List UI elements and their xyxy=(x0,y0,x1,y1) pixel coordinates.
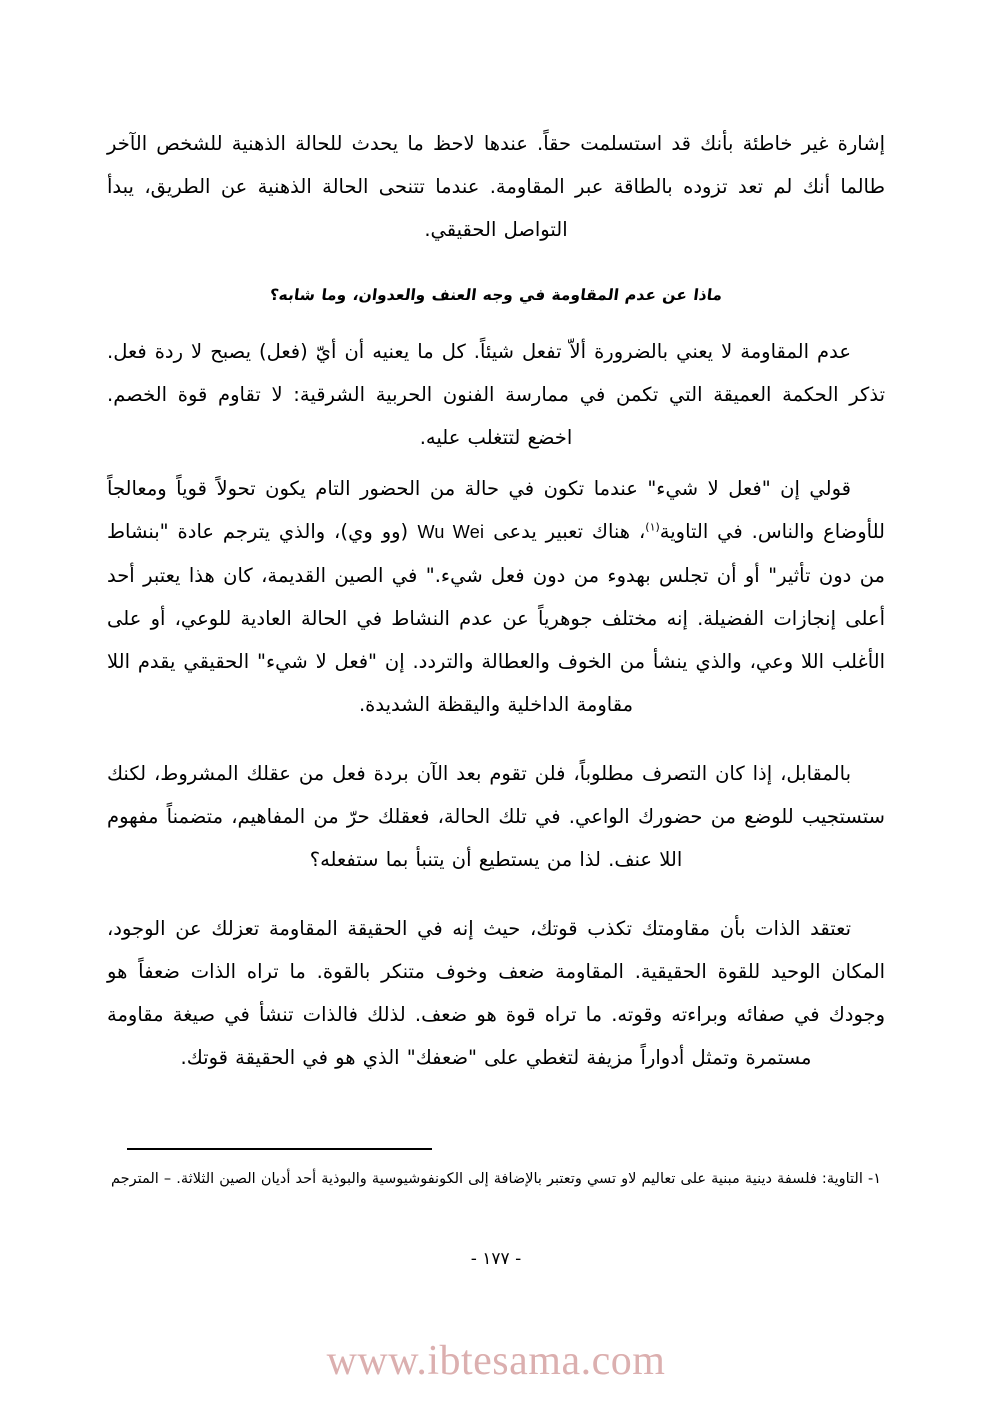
watermark: www.ibtesama.com xyxy=(326,1338,666,1384)
latin-term-wu-wei: Wu Wei xyxy=(417,522,485,542)
paragraph-2: عدم المقاومة لا يعني بالضرورة ألاّ تفعل شيئاً. كل ما يعنيه أن أيّ (فعل) يصبح لا ردة فعل. تذكر الحكمة العميقة التي تكمن في ممارسة الفنون الحربية الشرقية: لا تقاوم قوة الخصم. اخضع لتتغلب عليه. xyxy=(107,340,885,449)
paragraph-3-part-b: ، هناك تعبير يدعى xyxy=(493,520,646,543)
paragraph-4: بالمقابل، إذا كان التصرف مطلوباً، فلن تقوم بعد الآن بردة فعل من عقلك المشروط، لكنك ستستجيب للوضع من حضورك الواعي. في تلك الحالة، فعقلك حرّ من المفاهيم، متضمناً مفهوم اللا عنف. لذا من يستطيع أن يتنبأ بما ستفعله؟ xyxy=(107,762,885,871)
page-number: - ١٧٧ - xyxy=(470,1249,522,1269)
footnote-text: ١- التاوية: فلسفة دينية مبنية على تعاليم لاو تسي وتعتبر بالإضافة إلى الكونفوشيوسية والبوذية أحد أديان الصين الثلاثة. – المترجم xyxy=(110,1171,882,1187)
paragraph-3 xyxy=(107,467,885,726)
page-content xyxy=(107,122,885,1079)
paragraph-3-part-a: قولي إن "فعل لا شيء" عندما تكون في حالة من الحضور التام يكون تحولاً قوياً ومعالجاً للأوضاع والناس. في التاوية xyxy=(107,477,885,543)
footnote-separator-rule xyxy=(127,1148,432,1150)
section-heading: ماذا عن عدم المقاومة في وجه العنف والعدوان، وما شابه؟ xyxy=(268,286,724,304)
paragraph-1: إشارة غير خاطئة بأنك قد استسلمت حقاً. عندها لاحظ ما يحدث للحالة الذهنية للشخص الآخر طالما أنك لم تعد تزوده بالطاقة عبر المقاومة. عندما تتنحى الحالة الذهنية عن الطريق، يبدأ التواصل الحقيقي. xyxy=(107,132,885,241)
paragraph-5: تعتقد الذات بأن مقاومتك تكذب قوتك، حيث إنه في الحقيقة المقاومة تعزلك عن الوجود، المكان الوحيد للقوة الحقيقية. المقاومة ضعف وخوف متنكر بالقوة. ما تراه الذات ضعفاً هو وجودك في صفائه وبراءته وقوته. ما تراه قوة هو ضعف. لذلك فالذات تنشأ في صيغة مقاومة مستمرة وتمثل أدواراً مزيفة لتغطي على "ضعفك" الذي هو في الحقيقة قوتك. xyxy=(107,917,885,1069)
footnote-marker: (١) xyxy=(645,520,660,534)
paragraph-3-part-c: (وو وي)، والذي يترجم عادة "بنشاط من دون تأثير" أو أن تجلس بهدوء من دون فعل شيء." في الصين القديمة، كان هذا يعتبر أحد أعلى إنجازات الفضيلة. إنه مختلف جوهرياً عن عدم النشاط في الحالة العادية للوعي، أو على الأغلب اللا وعي، والذي ينشأ من الخوف والعطالة والتردد. إن "فعل لا شيء" الحقيقي يقدم اللا مقاومة الداخلية واليقظة الشديدة. xyxy=(107,520,885,716)
